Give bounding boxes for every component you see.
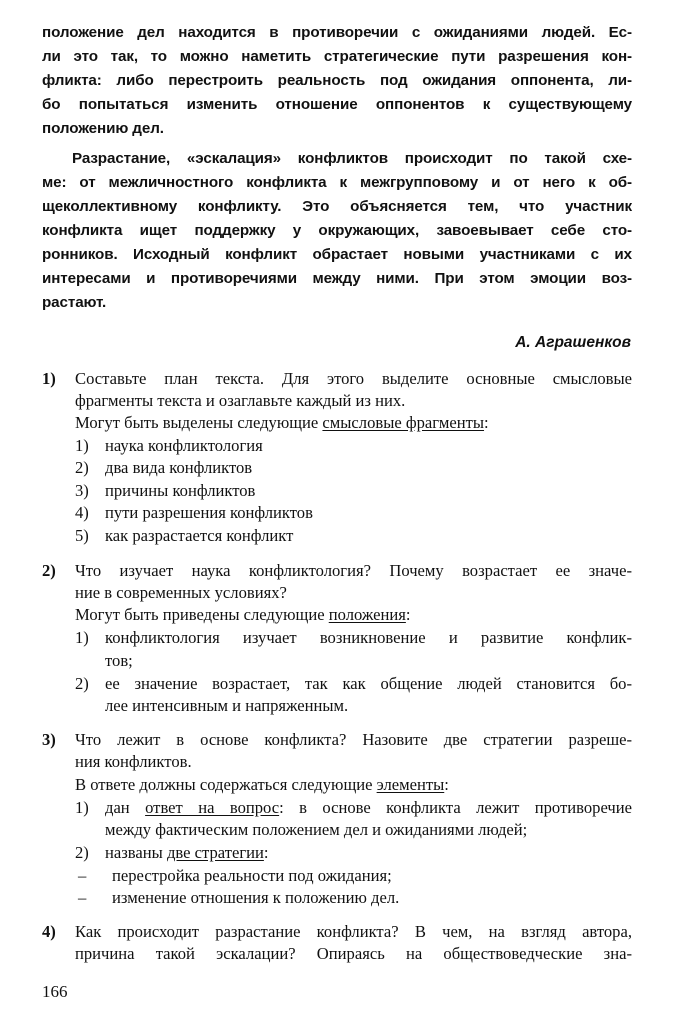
question-number: 3) bbox=[42, 730, 56, 749]
lead-underlined: элементы bbox=[376, 775, 445, 794]
item-text: тов; bbox=[105, 651, 133, 670]
text-line: ме: от межличностного конфликта к межгрупповому и от него к об- bbox=[42, 174, 632, 191]
text-line: положение дел находится в противоречии с ожиданиями людей. Ес- bbox=[42, 24, 632, 41]
text-line: Разрастание, «эскалация» конфликтов происходит по такой схе- bbox=[72, 150, 632, 167]
item-number: 2) bbox=[75, 843, 89, 862]
item-text: пути разрешения конфликтов bbox=[105, 503, 313, 522]
item-number: 2) bbox=[75, 458, 89, 477]
item-text-b: : в основе конфликта лежит противоречие bbox=[279, 798, 633, 817]
question-text: ния конфликтов. bbox=[75, 752, 192, 771]
page-number: 166 bbox=[42, 982, 68, 1001]
text-line: конфликта ищет поддержку у окружающих, завоевывает себе сто- bbox=[42, 222, 632, 239]
dash-bullet: – bbox=[78, 866, 87, 885]
list-item bbox=[75, 481, 256, 501]
text-line: ронников. Исходный конфликт обрастает новыми участниками с их bbox=[42, 246, 632, 263]
question-text: фрагменты текста и озаглавьте каждый из них. bbox=[75, 391, 406, 410]
text-line: щеколлективному конфликту. Это объясняется тем, что участник bbox=[42, 198, 632, 215]
lead-text: В ответе должны содержаться следующие bbox=[75, 775, 377, 794]
item-text bbox=[105, 798, 632, 818]
item-number: 5) bbox=[75, 526, 89, 545]
text-line: положению дел. bbox=[42, 120, 164, 137]
item-text: причины конфликтов bbox=[105, 481, 256, 500]
item-number: 3) bbox=[75, 481, 89, 500]
question-text: причина такой эскалации? Опираясь на обществоведческие зна- bbox=[75, 944, 632, 963]
item-text: как разрастается конфликт bbox=[105, 526, 294, 545]
item-number: 4) bbox=[75, 503, 89, 522]
lead-underlined: смысловые фрагменты bbox=[322, 413, 485, 432]
item-text: перестройка реальности под ожидания; bbox=[112, 866, 392, 885]
text-line: фликта: либо перестроить реальность под ожидания оппонента, ли- bbox=[42, 72, 632, 89]
text-line: интересами и противоречиями между ними. При этом эмоции воз- bbox=[42, 270, 632, 287]
question-text: ние в современных условиях? bbox=[75, 583, 287, 602]
item-underlined: две стратегии bbox=[166, 843, 264, 862]
list-item bbox=[75, 503, 313, 523]
item-text-a: названы bbox=[105, 843, 167, 862]
item-text: между фактическим положением дел и ожиданиями людей; bbox=[105, 820, 528, 839]
item-text bbox=[105, 843, 632, 863]
lead-text: Могут быть приведены следующие bbox=[75, 605, 329, 624]
list-item bbox=[75, 526, 294, 546]
item-number: 1) bbox=[75, 436, 89, 455]
author-signature: А. Аграшенков bbox=[515, 334, 631, 351]
item-number: 1) bbox=[75, 798, 89, 817]
list-item bbox=[75, 436, 263, 456]
lead-underlined: положения bbox=[328, 605, 406, 624]
lead-text: Могут быть выделены следующие bbox=[75, 413, 323, 432]
item-text: конфликтология изучает возникновение и развитие конфлик- bbox=[105, 628, 632, 647]
question-text: Что лежит в основе конфликта? Назовите две стратегии разреше- bbox=[75, 730, 632, 749]
question-number: 2) bbox=[42, 561, 56, 580]
text-line: растают. bbox=[42, 294, 107, 311]
item-text: наука конфликтология bbox=[105, 436, 263, 455]
question-number: 4) bbox=[42, 922, 56, 941]
item-text: два вида конфликтов bbox=[105, 458, 253, 477]
answer-lead bbox=[75, 775, 632, 795]
list-item bbox=[75, 458, 253, 478]
question-text: Как происходит разрастание конфликта? В чем, на взгляд автора, bbox=[75, 922, 632, 941]
answer-lead bbox=[75, 413, 632, 433]
item-text: лее интенсивным и напряженным. bbox=[105, 696, 349, 715]
item-text-a: дан bbox=[105, 798, 146, 817]
item-text: ее значение возрастает, так как общение людей становится бо- bbox=[105, 674, 632, 693]
lead-end: : bbox=[444, 775, 449, 794]
text-line: ли это так, то можно наметить стратегические пути разрешения кон- bbox=[42, 48, 632, 65]
item-text-b: : bbox=[263, 843, 269, 862]
item-underlined: ответ на вопрос bbox=[145, 798, 280, 817]
item-number: 1) bbox=[75, 628, 89, 647]
item-number: 2) bbox=[75, 674, 89, 693]
answer-lead bbox=[75, 605, 632, 625]
text-line: бо попытаться изменить отношение оппонентов к существующему bbox=[42, 96, 632, 113]
question-number: 1) bbox=[42, 369, 56, 388]
dash-bullet: – bbox=[78, 888, 87, 907]
question-text: Составьте план текста. Для этого выделите основные смысловые bbox=[75, 369, 632, 388]
lead-end: : bbox=[405, 605, 411, 624]
lead-end: : bbox=[484, 413, 489, 432]
question-text: Что изучает наука конфликтология? Почему возрастает ее значе- bbox=[75, 561, 632, 580]
item-text: изменение отношения к положению дел. bbox=[112, 888, 400, 907]
